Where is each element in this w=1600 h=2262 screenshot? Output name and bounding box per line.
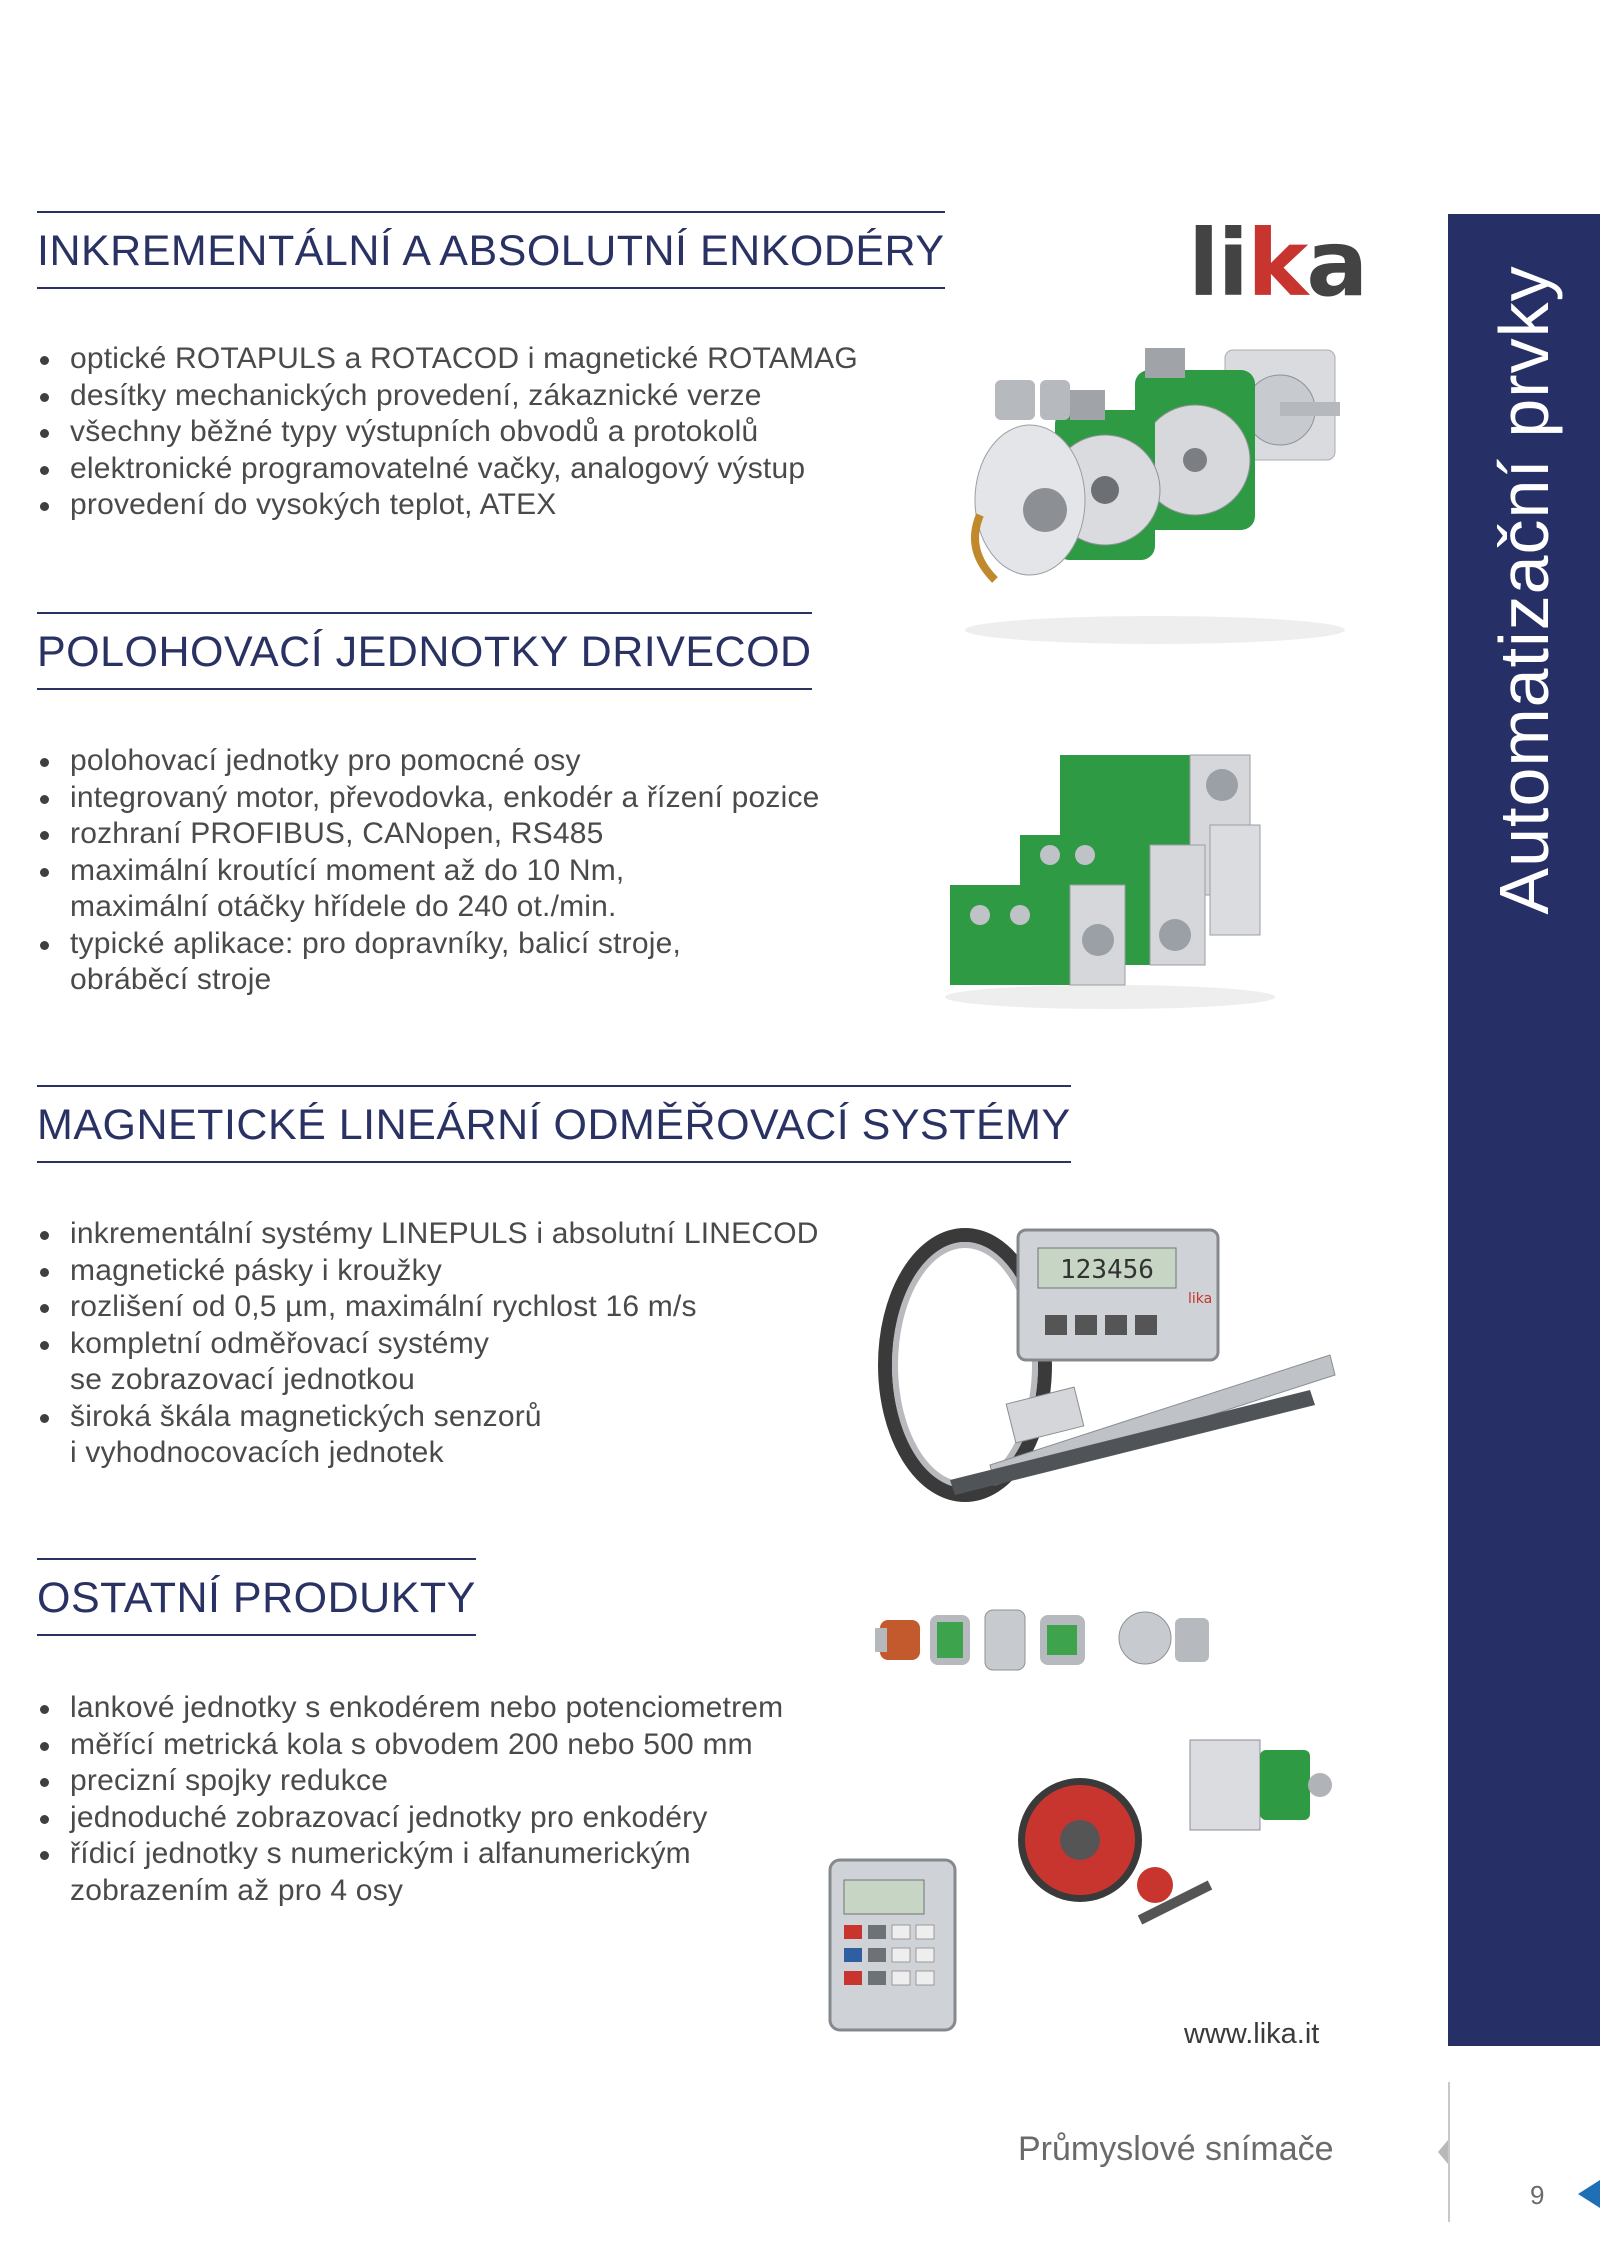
list-item: optické ROTAPULS a ROTACOD i magnetické ROTAMAG xyxy=(37,341,858,378)
list-item: rozlišení od 0,5 µm, maximální rychlost 16 m/s xyxy=(37,1289,819,1326)
section-title-linear: MAGNETICKÉ LINEÁRNÍ ODMĚŘOVACÍ SYSTÉMY xyxy=(37,1085,1071,1163)
bullet-list-drivecod xyxy=(37,743,820,999)
list-item: všechny běžné typy výstupních obvodů a protokolů xyxy=(37,414,858,451)
page-number: 9 xyxy=(1530,2180,1545,2210)
display-brand: lika xyxy=(1188,1291,1213,1307)
page-arrow-icon xyxy=(1578,2180,1600,2208)
website-link[interactable]: www.lika.it xyxy=(1184,2018,1320,2050)
bullet-list-linear xyxy=(37,1216,819,1472)
list-item: typické aplikace: pro dopravníky, balicí stroje, obráběcí stroje xyxy=(37,926,820,999)
list-item: inkrementální systémy LINEPULS i absolutní LINECOD xyxy=(37,1216,819,1253)
list-item: polohovací jednotky pro pomocné osy xyxy=(37,743,820,780)
list-item: rozhraní PROFIBUS, CANopen, RS485 xyxy=(37,816,820,853)
encoders-image xyxy=(955,340,1355,650)
footer-divider xyxy=(1448,2082,1450,2222)
list-item: měřící metrická kola s obvodem 200 nebo 500 mm xyxy=(37,1727,783,1764)
side-tab-label: Automatizační prvky xyxy=(1485,265,1563,915)
bullet-list-other xyxy=(37,1690,783,1909)
footer-label: Průmyslové snímače xyxy=(1018,2130,1334,2168)
section-title-drivecod: POLOHOVACÍ JEDNOTKY DRIVECOD xyxy=(37,612,812,690)
list-item: elektronické programovatelné vačky, analogový výstup xyxy=(37,451,858,488)
list-item: precizní spojky redukce xyxy=(37,1763,783,1800)
list-item: lankové jednotky s enkodérem nebo potenciometrem xyxy=(37,1690,783,1727)
list-item: jednoduché zobrazovací jednotky pro enkodéry xyxy=(37,1800,783,1837)
bullet-list-encoders xyxy=(37,341,858,524)
list-item: široká škála magnetických senzorů i vyhodnocovacích jednotek xyxy=(37,1399,819,1472)
list-item: kompletní odměřovací systémy se zobrazovací jednotkou xyxy=(37,1326,819,1399)
display-readout: 123456 xyxy=(1060,1255,1154,1285)
other-products-image xyxy=(820,1720,1360,2040)
linear-systems-image xyxy=(870,1215,1340,1515)
list-item: maximální kroutící moment až do 10 Nm, maximální otáčky hřídele do 240 ot./min. xyxy=(37,853,820,926)
divider-arrow-icon xyxy=(1438,2140,1448,2164)
section-title-encoders: INKREMENTÁLNÍ A ABSOLUTNÍ ENKODÉRY xyxy=(37,211,945,289)
section-title-other: OSTATNÍ PRODUKTY xyxy=(37,1558,476,1636)
logo-accent: k xyxy=(1247,210,1307,317)
list-item: provedení do vysokých teplot, ATEX xyxy=(37,487,858,524)
list-item: desítky mechanických provedení, zákaznické verze xyxy=(37,378,858,415)
list-item: magnetické pásky i kroužky xyxy=(37,1253,819,1290)
logo-text: li xyxy=(1188,210,1248,317)
logo-text-end: a xyxy=(1306,210,1367,317)
list-item: řídicí jednotky s numerickým i alfanumerickým zobrazením až pro 4 osy xyxy=(37,1836,783,1909)
lika-logo xyxy=(1188,210,1366,317)
list-item: integrovaný motor, převodovka, enkodér a řízení pozice xyxy=(37,780,820,817)
couplings-image xyxy=(875,1590,1215,1700)
drivecod-image xyxy=(940,735,1280,1015)
